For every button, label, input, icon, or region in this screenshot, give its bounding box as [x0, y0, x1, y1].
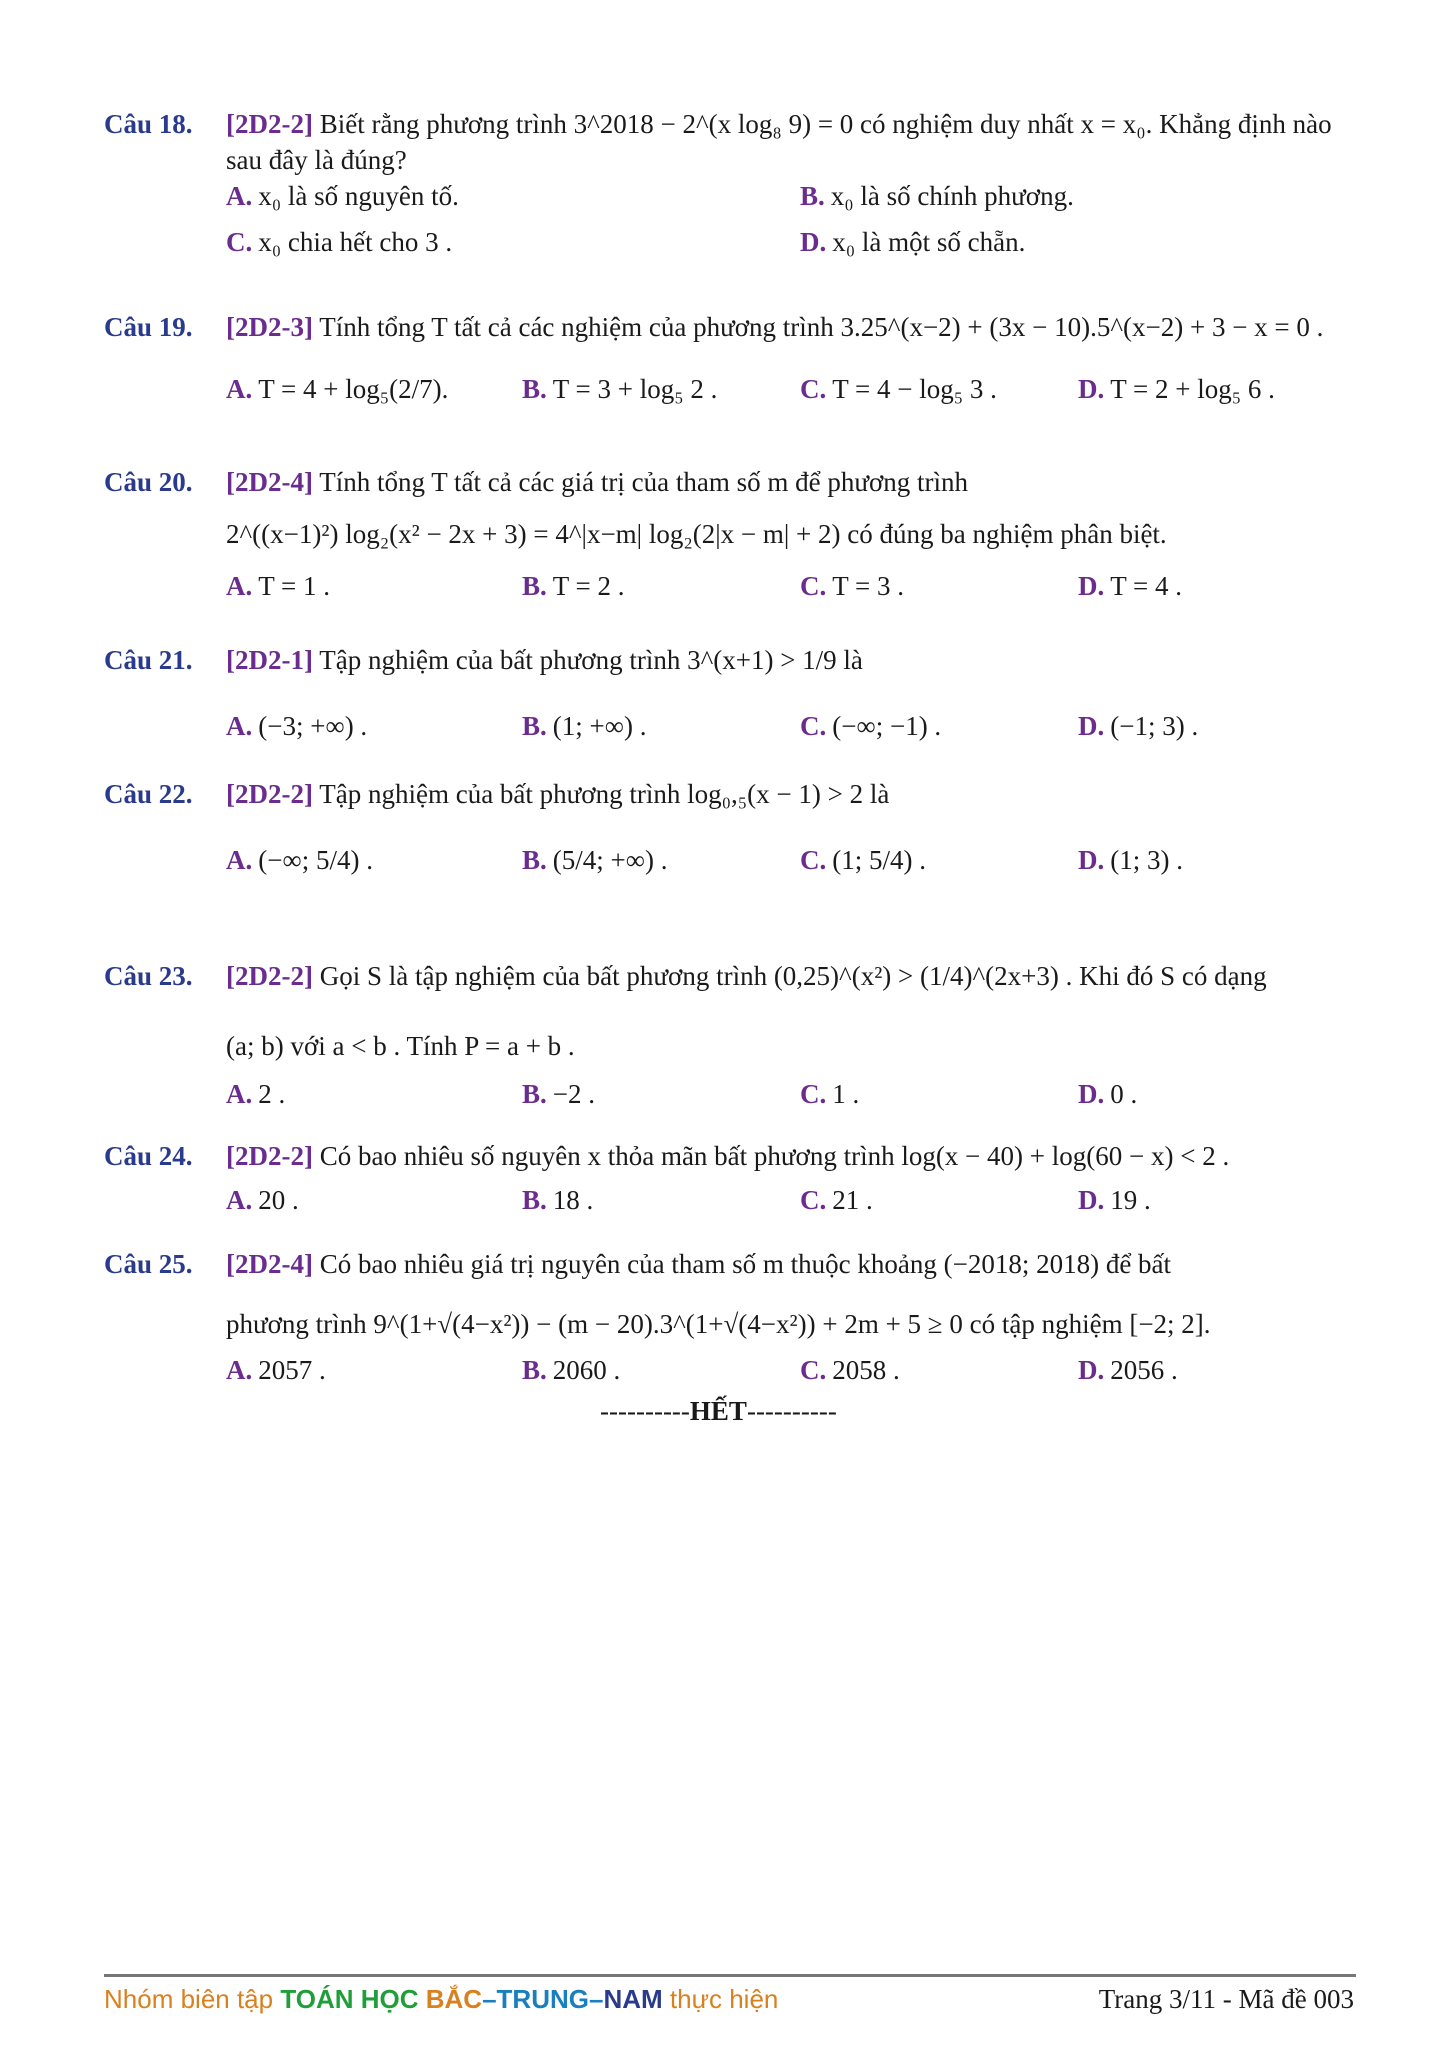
question-19: [104, 309, 1354, 415]
option-c: C. (1; 5/4) .: [800, 845, 926, 875]
option-row: [226, 371, 1354, 415]
question-tag: [2D2-4]: [226, 467, 313, 497]
option-d: D. 2056 .: [1078, 1355, 1178, 1385]
option-row: [226, 224, 1354, 268]
option-a: A. x₀ là số nguyên tố.: [226, 181, 459, 211]
question-stem: Có bao nhiêu số nguyên x thỏa mãn bất phương trình log(x − 40) + log(60 − x) < 2 .: [319, 1141, 1230, 1171]
question-number: Câu 23.: [104, 961, 193, 991]
page-number: Trang 3/11 - Mã đề 003: [1098, 1984, 1354, 2014]
question-number: Câu 22.: [104, 779, 193, 809]
option-d: D. 19 .: [1078, 1185, 1151, 1215]
question-tag: [2D2-4]: [226, 1249, 313, 1279]
question-24: [104, 1138, 1354, 1226]
option-d: D. x₀ là một số chẵn.: [800, 227, 1026, 257]
option-c: C. T = 3 .: [800, 571, 904, 601]
option-row: [226, 1076, 1354, 1120]
option-d: D. T = 2 + log₅ 6 .: [1078, 374, 1275, 404]
question-stem-continued: phương trình 9^(1+√(4−x²)) − (m − 20).3^(1+√(4−x²)) + 2m + 5 ≥ 0 có tập nghiệm [−2; 2].: [226, 1309, 1211, 1339]
option-row: [226, 178, 1354, 224]
option-row: [226, 708, 1354, 752]
option-d: D. (1; 3) .: [1078, 845, 1183, 875]
option-c: C. x₀ chia hết cho 3 .: [226, 227, 453, 257]
question-tag: [2D2-2]: [226, 1141, 313, 1171]
option-row: [226, 568, 1354, 612]
option-row: [226, 1182, 1354, 1226]
question-stem: Gọi S là tập nghiệm của bất phương trình (0,25)^(x²) > (1/4)^(2x+3) . Khi đó S có dạng: [319, 961, 1267, 991]
footer-divider: [104, 1974, 1356, 1977]
option-c: C. (−∞; −1) .: [800, 711, 942, 741]
option-a: A. (−∞; 5/4) .: [226, 845, 373, 875]
question-stem: Có bao nhiêu giá trị nguyên của tham số m thuộc khoảng (−2018; 2018) để bất: [319, 1249, 1172, 1279]
option-a: A. T = 1 .: [226, 571, 330, 601]
question-stem-continued: (a; b) với a < b . Tính P = a + b .: [226, 1031, 575, 1061]
option-b: B. x₀ là số chính phương.: [800, 181, 1074, 211]
question-tag: [2D2-1]: [226, 645, 313, 675]
question-number: Câu 24.: [104, 1141, 193, 1171]
question-20: [104, 464, 1354, 612]
question-tag: [2D2-2]: [226, 779, 313, 809]
footer-credit: Nhóm biên tập TOÁN HỌC BẮC–TRUNG–NAM thực hiện: [104, 1984, 779, 2014]
option-b: B. T = 3 + log₅ 2 .: [522, 374, 718, 404]
end-marker: ----------HẾT----------: [600, 1396, 837, 1426]
question-stem: Tập nghiệm của bất phương trình log₀,₅(x − 1) > 2 là: [319, 779, 890, 809]
question-21: [104, 642, 1354, 752]
option-c: C. 2058 .: [800, 1355, 900, 1385]
option-a: A. 2057 .: [226, 1355, 326, 1385]
question-number: Câu 25.: [104, 1249, 193, 1279]
question-number: Câu 18.: [104, 109, 193, 139]
question-22: [104, 776, 1354, 886]
option-b: B. 18 .: [522, 1185, 594, 1215]
option-b: B. −2 .: [522, 1079, 595, 1109]
option-b: B. (5/4; +∞) .: [522, 845, 668, 875]
option-c: C. 21 .: [800, 1185, 873, 1215]
question-stem-continued: sau đây là đúng?: [226, 145, 407, 175]
question-stem: Tính tổng T tất cả các giá trị của tham số m để phương trình: [319, 467, 969, 497]
question-tag: [2D2-3]: [226, 312, 313, 342]
question-number: Câu 19.: [104, 312, 193, 342]
option-a: A. 20 .: [226, 1185, 299, 1215]
option-row: [226, 1352, 1354, 1396]
option-b: B. T = 2 .: [522, 571, 625, 601]
option-d: D. 0 .: [1078, 1079, 1138, 1109]
question-23: [104, 958, 1354, 1120]
question-25: [104, 1246, 1354, 1396]
option-b: B. (1; +∞) .: [522, 711, 647, 741]
option-a: A. (−3; +∞) .: [226, 711, 368, 741]
option-c: C. T = 4 − log₅ 3 .: [800, 374, 997, 404]
question-stem: Tính tổng T tất cả các nghiệm của phương trình 3.25^(x−2) + (3x − 10).5^(x−2) + 3 − x = 0 .: [319, 312, 1324, 342]
option-b: B. 2060 .: [522, 1355, 621, 1385]
option-row: [226, 842, 1354, 886]
question-number: Câu 21.: [104, 645, 193, 675]
option-d: D. (−1; 3) .: [1078, 711, 1199, 741]
question-number: Câu 20.: [104, 467, 193, 497]
question-tag: [2D2-2]: [226, 109, 313, 139]
option-a: A. T = 4 + log₅(2/7).: [226, 374, 449, 404]
question-stem: Tập nghiệm của bất phương trình 3^(x+1) > 1/9 là: [319, 645, 863, 675]
option-d: D. T = 4 .: [1078, 571, 1182, 601]
question-stem-continued: 2^((x−1)²) log₂(x² − 2x + 3) = 4^|x−m| log₂(2|x − m| + 2) có đúng ba nghiệm phân biệt.: [226, 519, 1167, 549]
question-stem: Biết rằng phương trình 3^2018 − 2^(x log₈ 9) = 0 có nghiệm duy nhất x = x₀. Khẳng định nào: [319, 109, 1332, 139]
question-tag: [2D2-2]: [226, 961, 313, 991]
option-c: C. 1 .: [800, 1079, 860, 1109]
question-18: [104, 106, 1354, 268]
option-a: A. 2 .: [226, 1079, 286, 1109]
